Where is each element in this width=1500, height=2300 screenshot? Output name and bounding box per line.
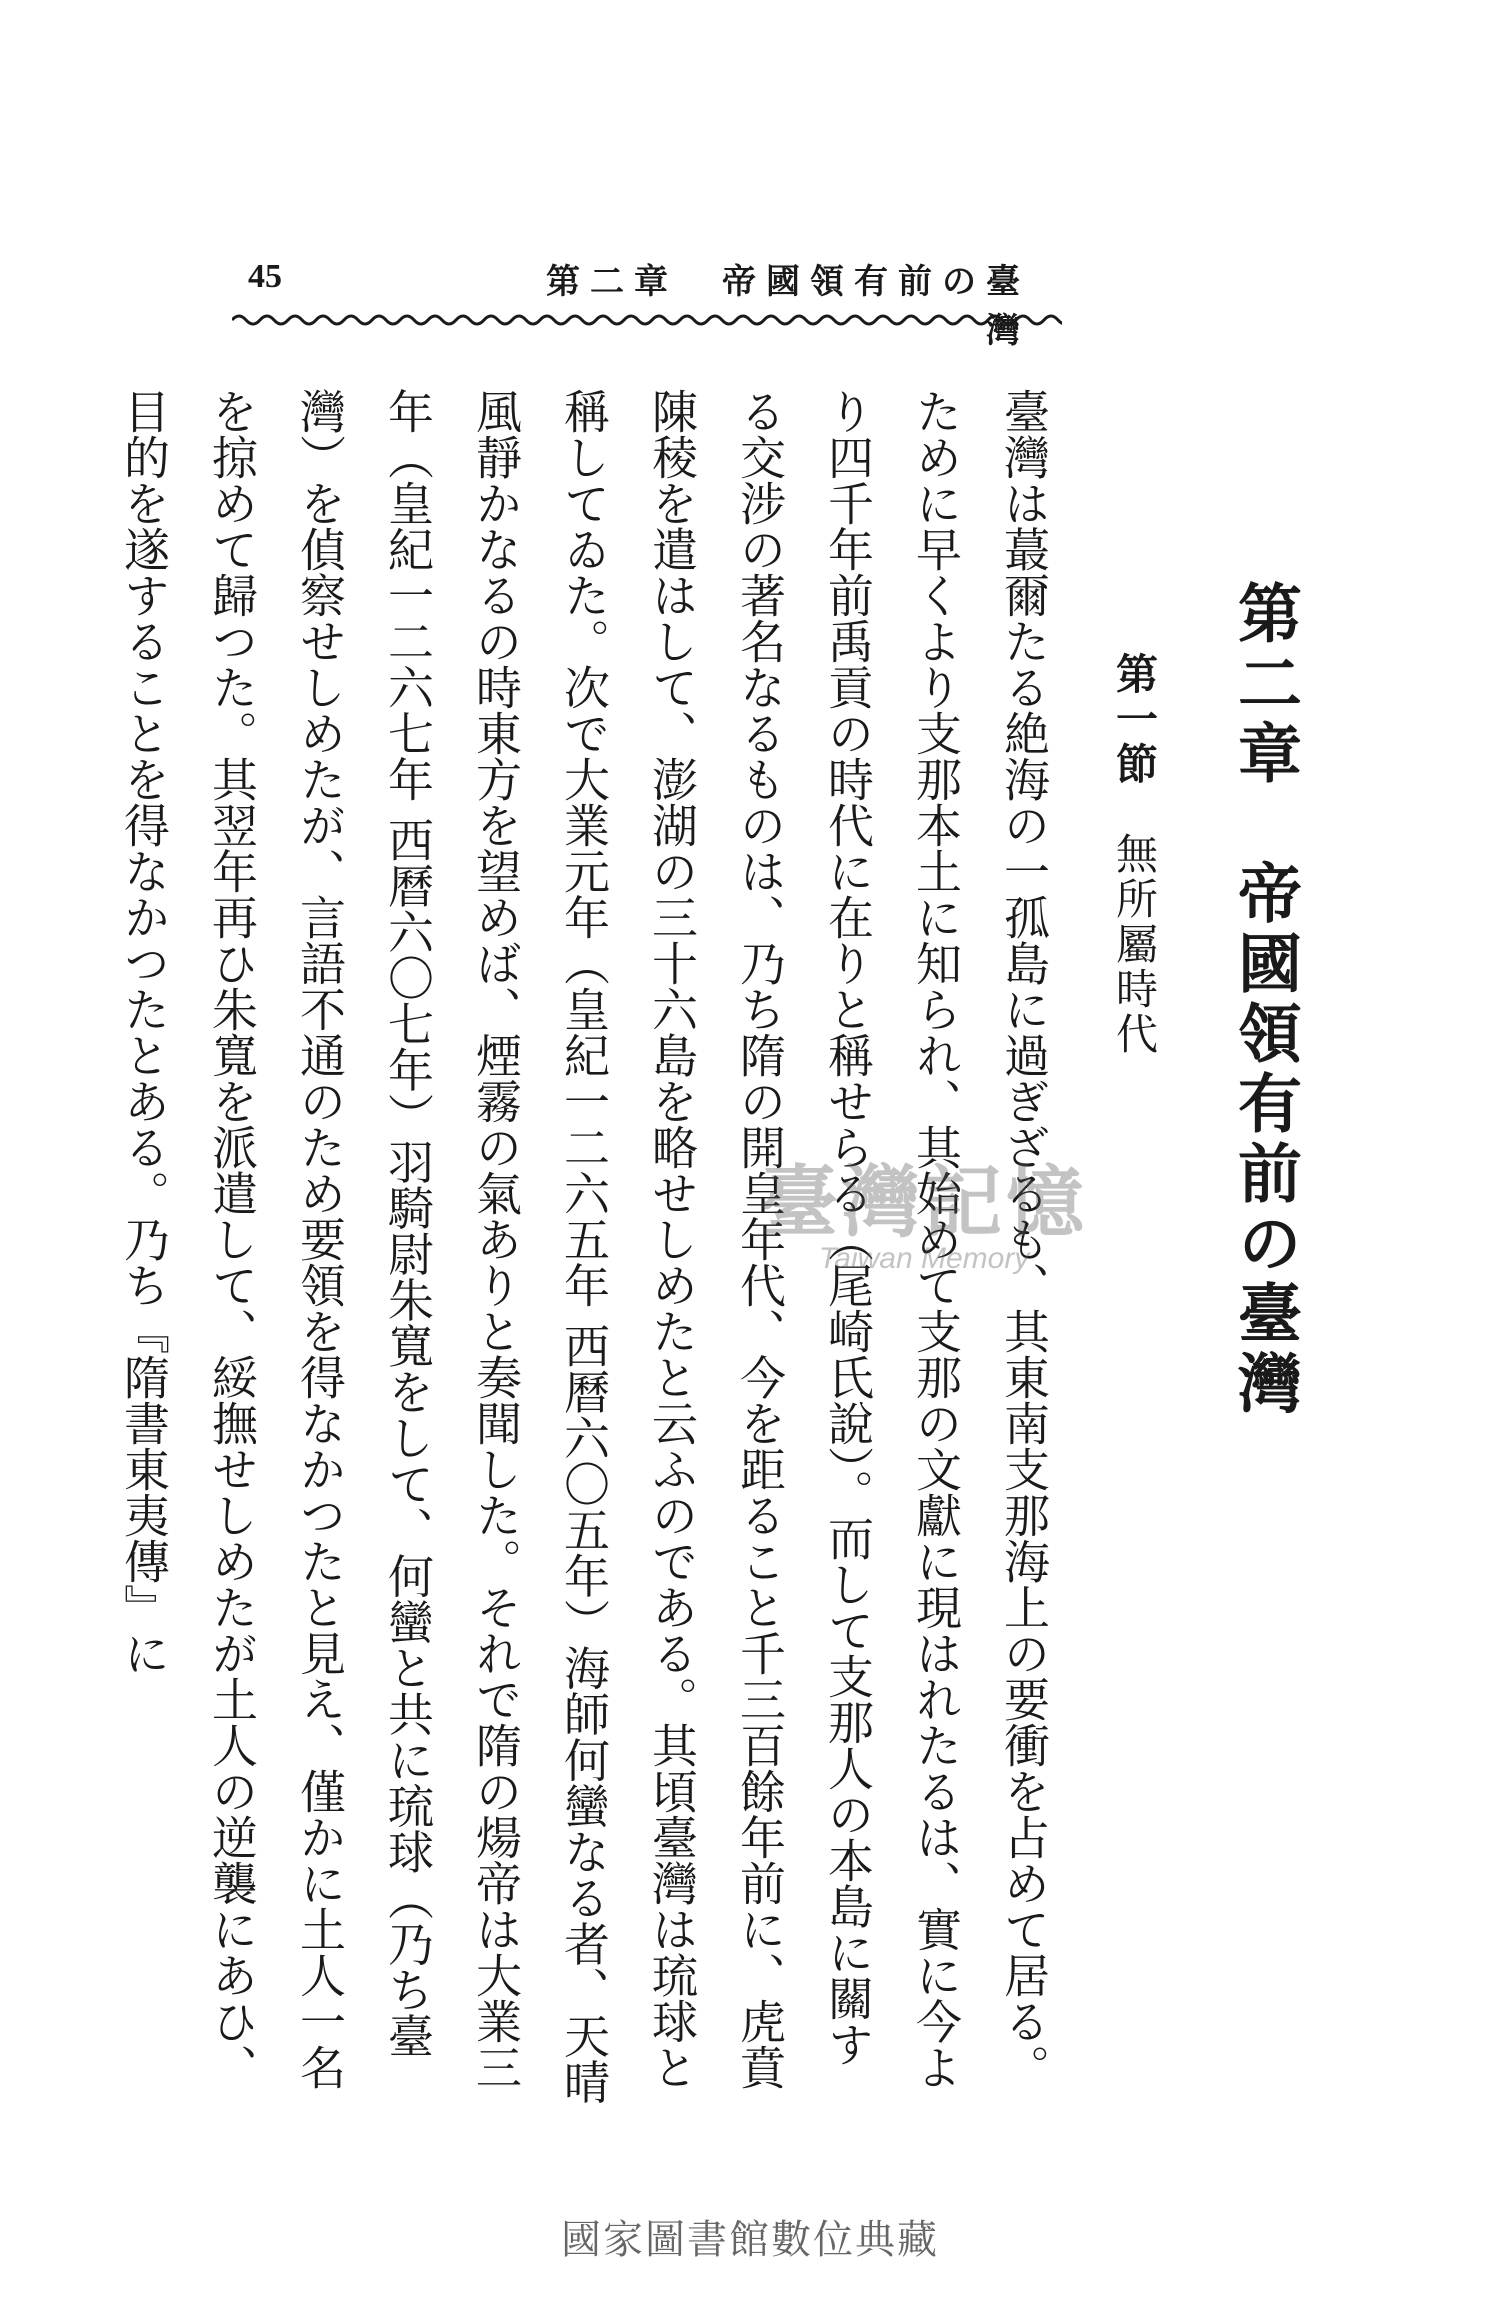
- running-head: 第二章 帝國領有前の臺灣: [546, 262, 1030, 351]
- library-footer: 國家圖書館數位典藏: [561, 2217, 939, 2263]
- watermark-english: Taiwan Memory: [818, 1242, 1030, 1275]
- page-number: 45: [248, 258, 282, 295]
- chapter-title: 第二章 帝國領有前の臺灣: [1227, 580, 1302, 1420]
- section-heading: [1104, 652, 1164, 1057]
- section-number: 第一節: [1110, 652, 1159, 787]
- watermark-logo: [760, 1140, 1088, 1276]
- wavy-divider: [232, 308, 1062, 332]
- watermark-chinese: 臺灣記憶: [760, 1157, 1089, 1248]
- body-paragraph: 臺灣は蕞爾たる絶海の一孤島に過ぎざるも、其東南支那海上の要衝を占めて居る。ために早くより支那本土に知られ、其始めて支那の文獻に現はれたるは、實に今より四千年前禹貢の時代に在りと稱せらる（尾崎氏說）。而して支那人の本島に關する交涉の著名なるものは、乃ち隋の開皇年代、今を距ること千三百餘年前に、虎賁陳稜を遣はして、澎湖の三十六島を略せしめたと云ふのである。其頃臺灣は琉球と稱してゐた。次で大業元年（皇紀一二六五年 西曆六〇五年）海師何蠻なる者、天晴風靜かなるの時東方を望めば、煙霧の氣ありと奏聞した。それで隋の煬帝は大業三年（皇紀一二六七年 西曆六〇七年）羽騎尉朱寬をして、何蠻と共に琉球（乃ち臺灣）を偵察せしめたが、言語不通のため要領を得なかつたと見え、僅かに土人一名を掠めて歸つた。其翌年再ひ朱寬を派遣して、綏撫せしめたが土人の逆襲にあひ、目的を遂することを得なかつたとある。乃ち『隋書東夷傳』に: [117, 388, 1051, 2105]
- section-title: 無所屬時代: [1110, 832, 1159, 1057]
